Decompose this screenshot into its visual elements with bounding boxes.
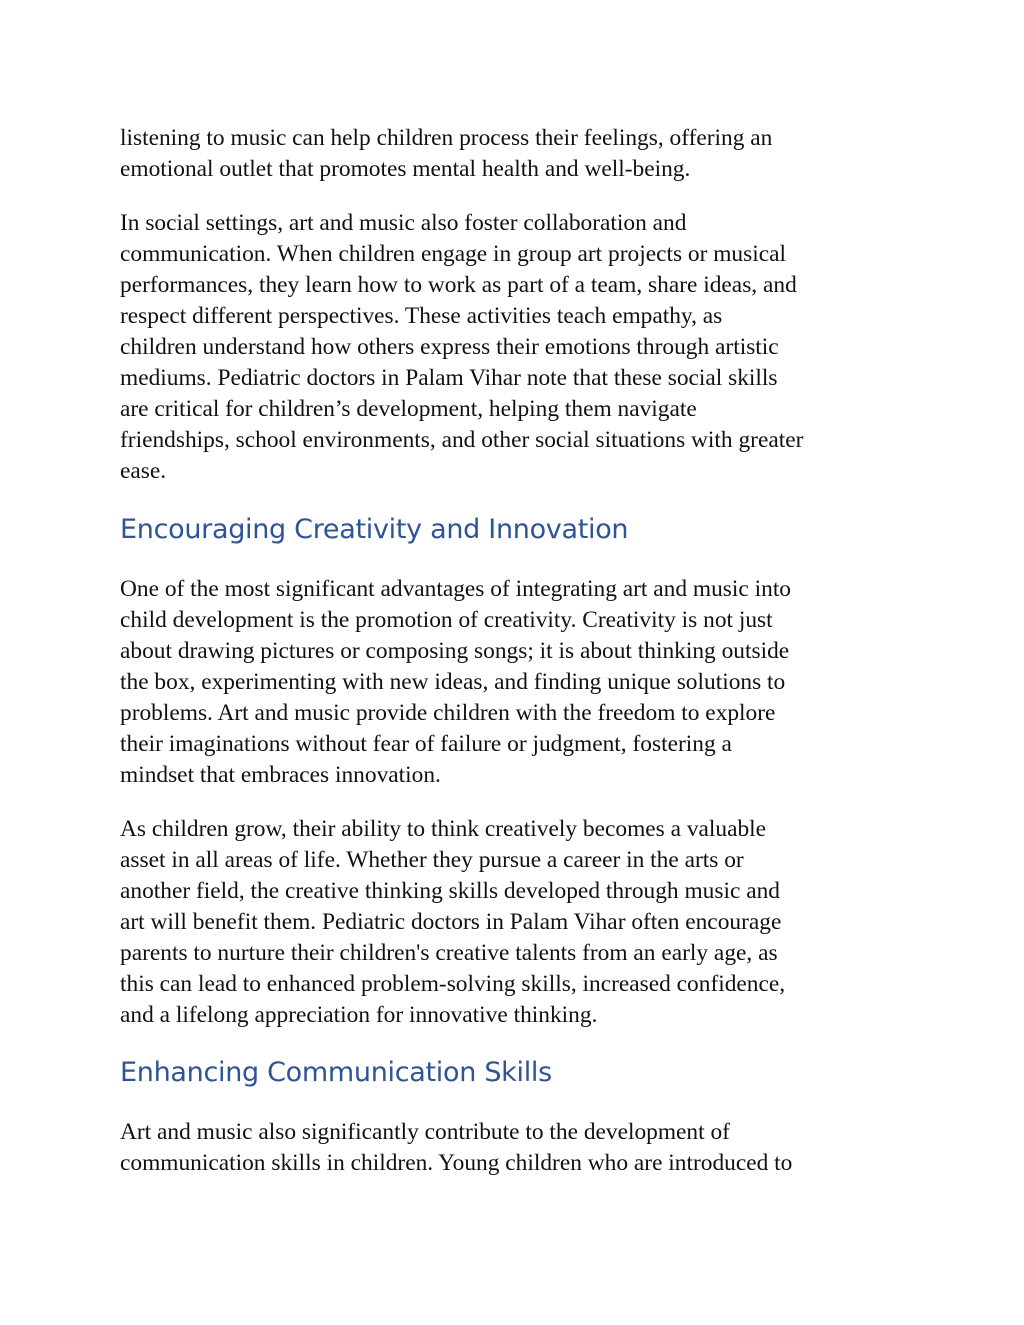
text-line: communication skills in children. Young children who are introduced to	[120, 1150, 793, 1176]
text-line: and a lifelong appreciation for innovative thinking.	[120, 1002, 598, 1028]
paragraph-communication-skills	[120, 1117, 920, 1179]
text-line: problems. Art and music provide children with the freedom to explore	[120, 700, 776, 726]
paragraph-creative-growth	[120, 814, 920, 1031]
text-line: ease.	[120, 458, 167, 484]
text-line: In social settings, art and music also foster collaboration and	[120, 210, 687, 236]
paragraph-social-settings	[120, 208, 920, 487]
text-line: Art and music also significantly contribute to the development of	[120, 1119, 730, 1145]
text-line: child development is the promotion of creativity. Creativity is not just	[120, 607, 773, 633]
text-line: parents to nurture their children's creative talents from an early age, as	[120, 940, 778, 966]
text-line: another field, the creative thinking skills developed through music and	[120, 878, 780, 904]
text-line: the box, experimenting with new ideas, and finding unique solutions to	[120, 669, 786, 695]
text-line: As children grow, their ability to think creatively becomes a valuable	[120, 816, 767, 842]
text-line: their imaginations without fear of failure or judgment, fostering a	[120, 731, 732, 757]
text-line: art will benefit them. Pediatric doctors in Palam Vihar often encourage	[120, 909, 782, 935]
text-line: this can lead to enhanced problem-solving skills, increased confidence,	[120, 971, 786, 997]
text-line: One of the most significant advantages of integrating art and music into	[120, 576, 792, 602]
text-line: about drawing pictures or composing songs; it is about thinking outside	[120, 638, 790, 664]
text-line: are critical for children’s development, helping them navigate	[120, 396, 697, 422]
text-line: asset in all areas of life. Whether they pursue a career in the arts or	[120, 847, 744, 873]
section-heading-creativity: Encouraging Creativity and Innovation	[120, 514, 629, 545]
paragraph-creativity-advantages	[120, 574, 920, 791]
paragraph-emotional-outlet	[120, 123, 920, 185]
text-line: mediums. Pediatric doctors in Palam Vihar note that these social skills	[120, 365, 778, 391]
document-page	[120, 120, 920, 1179]
text-line: communication. When children engage in group art projects or musical	[120, 241, 786, 267]
text-line: children understand how others express their emotions through artistic	[120, 334, 779, 360]
text-line: respect different perspectives. These activities teach empathy, as	[120, 303, 723, 329]
text-line: listening to music can help children process their feelings, offering an	[120, 125, 773, 151]
text-line: performances, they learn how to work as part of a team, share ideas, and	[120, 272, 797, 298]
text-line: mindset that embraces innovation.	[120, 762, 441, 788]
section-heading-communication: Enhancing Communication Skills	[120, 1057, 552, 1088]
text-line: emotional outlet that promotes mental health and well-being.	[120, 156, 691, 182]
text-line: friendships, school environments, and other social situations with greater	[120, 427, 804, 453]
